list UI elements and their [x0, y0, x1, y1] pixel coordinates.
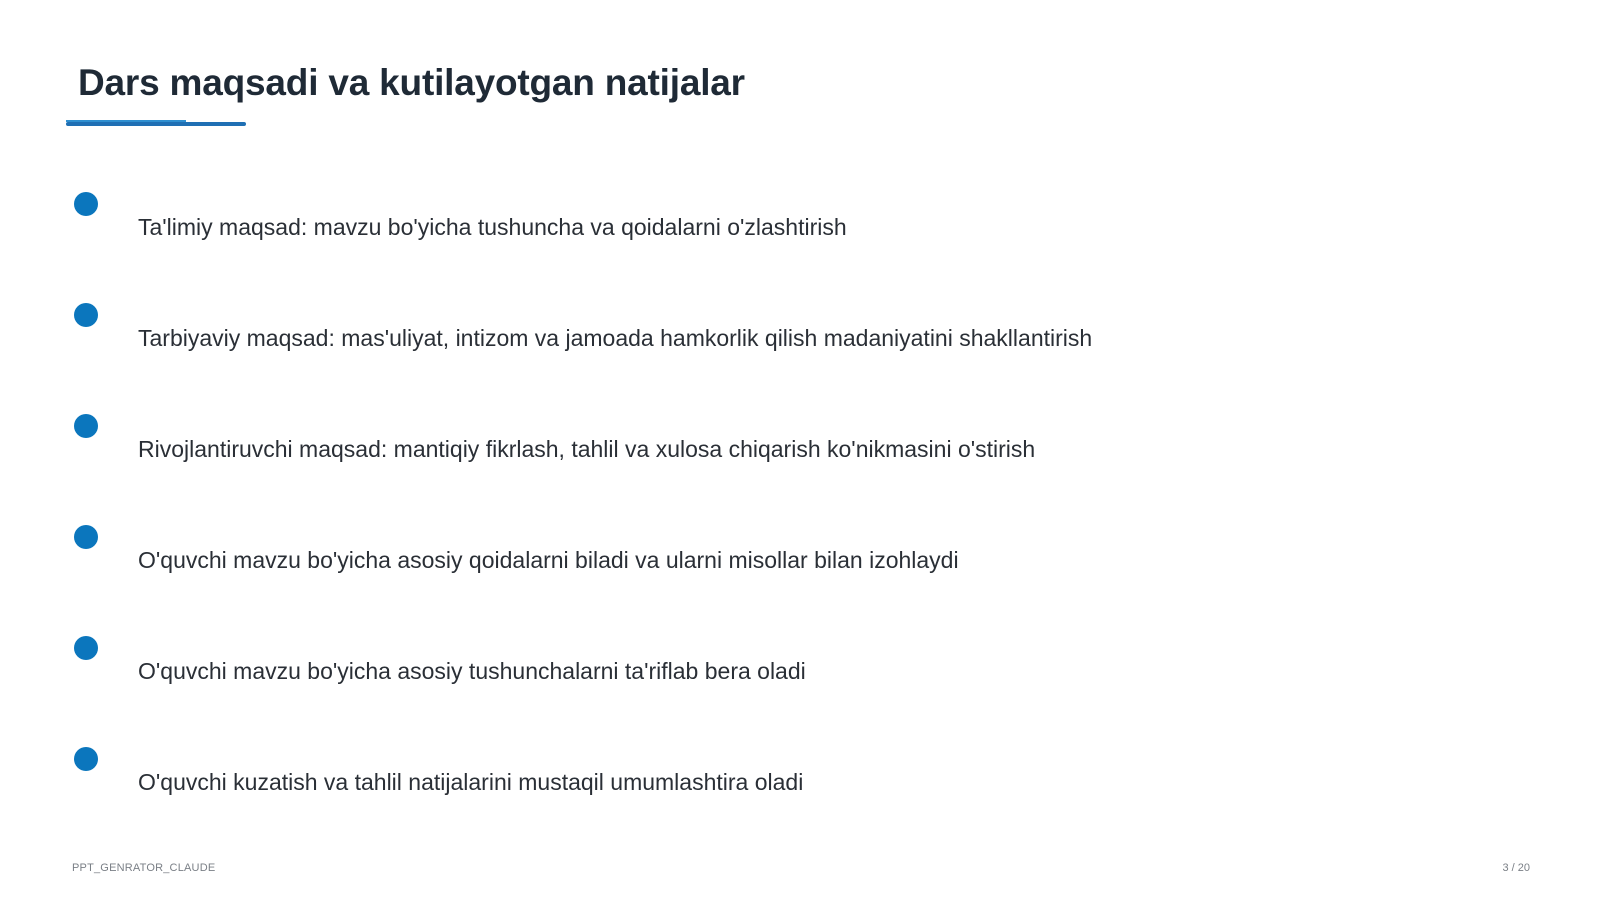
slide-title: Dars maqsadi va kutilayotgan natijalar — [78, 62, 745, 103]
bullet-text: O'quvchi mavzu bo'yicha asosiy tushunchalarni ta'riflab bera oladi — [138, 658, 806, 684]
footer-source: PPT_GENRATOR_CLAUDE — [72, 862, 216, 874]
page-number: 3 / 20 — [1502, 862, 1530, 874]
bullet-dot-icon — [74, 636, 98, 660]
bullet-text: Tarbiyaviy maqsad: mas'uliyat, intizom va jamoada hamkorlik qilish madaniyatini shakllantirish — [138, 325, 1093, 351]
list-item — [0, 747, 1600, 807]
list-item — [0, 192, 1600, 252]
bullet-text: O'quvchi kuzatish va tahlil natijalarini mustaqil umumlashtira oladi — [138, 769, 804, 795]
bullet-text: Ta'limiy maqsad: mavzu bo'yicha tushuncha va qoidalarni o'zlashtirish — [138, 214, 847, 240]
bullet-text: O'quvchi mavzu bo'yicha asosiy qoidalarni biladi va ularni misollar bilan izohlaydi — [138, 547, 959, 573]
list-item — [0, 525, 1600, 585]
bullet-dot-icon — [74, 747, 98, 771]
bullet-dot-icon — [74, 525, 98, 549]
list-item — [0, 414, 1600, 474]
bullet-dot-icon — [74, 192, 98, 216]
list-item — [0, 303, 1600, 363]
bullet-dot-icon — [74, 414, 98, 438]
bullet-text: Rivojlantiruvchi maqsad: mantiqiy fikrlash, tahlil va xulosa chiqarish ko'nikmasini o'stirish — [138, 436, 1036, 462]
bullet-dot-icon — [74, 303, 98, 327]
list-item — [0, 636, 1600, 696]
